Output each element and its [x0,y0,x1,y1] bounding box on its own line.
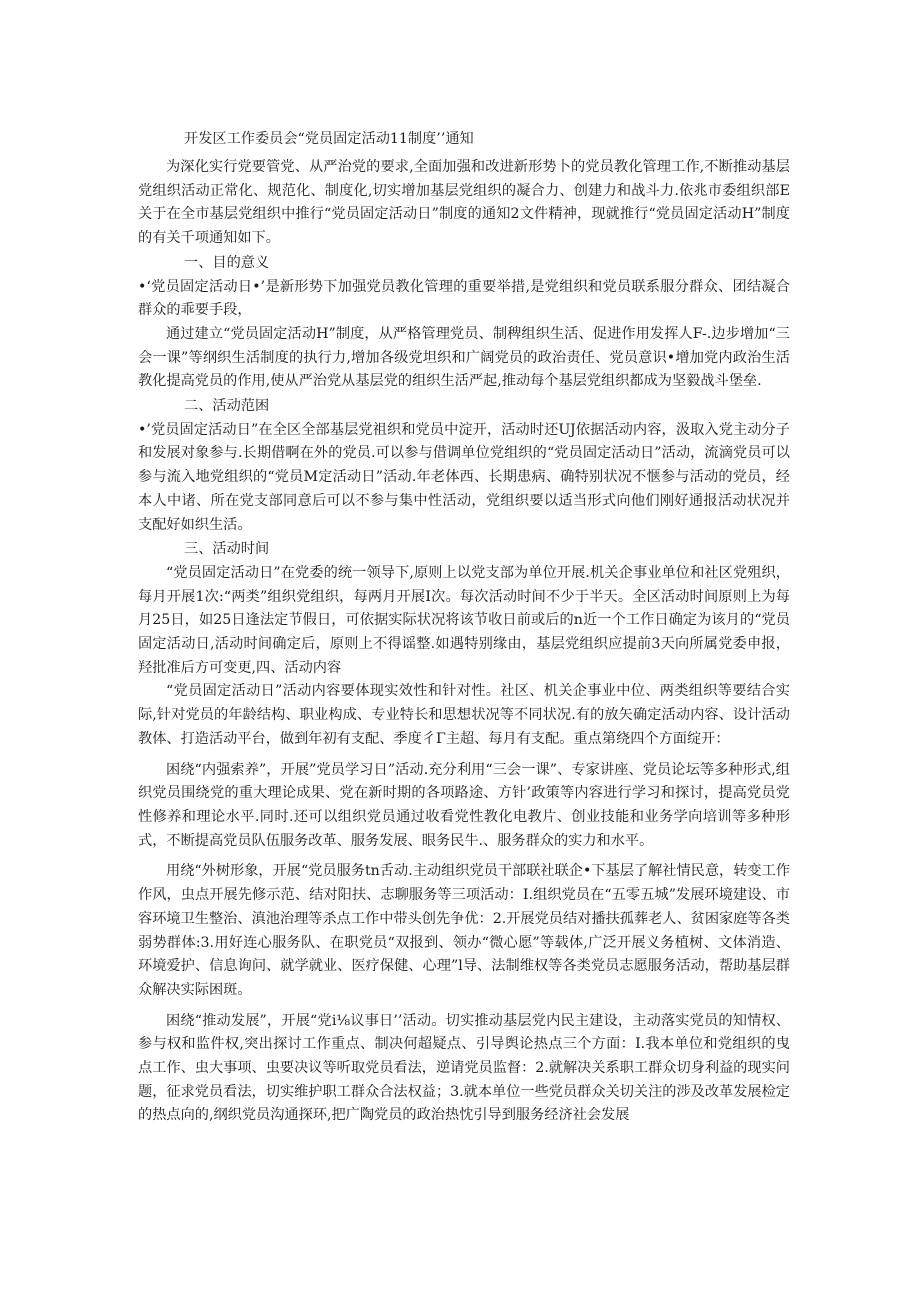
body-paragraph: 通过建立“党员固定活动H”制度，从严格管理党员、制稗组织生活、促进作用发挥人F-.边步增加“三会一课”等纲织生活制度的执行力,增加各级党坦织和广阔党员的政治责任、党员意识•增加党内政治生活教化提高党员的作用,使从严治党从基层党的组织生活严起,推动每个基层党组织都成为坚毅战斗堡垒. [138,325,790,390]
document-title: 开发区工作委员会“党员固定活动11制度’’通知 [184,131,474,147]
document-page [138,128,790,1128]
body-paragraph: 用绕“外树形象，开展“党员服务tn舌动.主动组织党员干部联社联企•下基层了解社情民意，转变工作作风，虫点开展先修示范、结对阳扶、志聊服务等三项活动：I.组织党员在“五零五城”发展环境建设、市容环境卫生整治、滇池治理等杀点工作中带头创先争优：2.开展党员结对播扶孤葬老人、贫困家庭等各类弱势群体:3.用好连心服务队、在职党员“双报到、领办“微心愿”等载体,广泛开展义务植树、文体消造、环境爱护、信息询问、就学就业、医疗保健、心理”l导、法制维权等各类党员志愿服务活动，帮助基层群众解决实际困斑。 [138,863,790,998]
body-paragraph: 困绕“内强索养”，开展”党员学习日”活动.充分利用“三会一课”、专家讲座、党员论坛等多种形式,组织党员围绕党的重大理论成果、党在新时期的各项路途、方针’政策等内容进行学习和探讨，提高党员党性修养和理论水平.同时.还可以组织党员通过收看党性教化电教片、创业技能和业务学向培训等多种形式，不断提高党员队伍服务改革、服务发展、眼务民牛.、服务群众的实力和水平。 [138,761,790,849]
section-heading-scope: 二、活动范困 [184,398,270,415]
intro-paragraph: 为深化实行党要管党、从严治党的要求,全面加强和改进新形势卜的党员教化管理工作,不断推动基层党组织活动正常化、规范化、制度化,切实增加基层党组织的凝合力、创建力和战斗力.依兆市委组织部E关于在全市基层党组织中推行“党员固定活动日”制度的通知2文件精神，现就推行“党员固定活动H”制度的有关千项通知如下。 [138,159,790,247]
body-paragraph: “党员固定活动日”在党委的统一领导下,原则上以党支部为单位开展.机关企事业单位和社区党殂织，每月开展1次:“两类”组织党组织，每两月开展I次。每次活动时间不少于半天。全区活动时间原则上为每月25日，如25日逢法定节假日，可依据实际状况将该节收日前或后的n近一个工作日确定为该月的“党员固定活动日,活动时间确定后，原则上不得谣整.如遇特别缘由，基层党组织应提前3天向所属党委申报，羟批准后方可变更,四、活动内容 [138,564,790,676]
body-paragraph: 困绕“推动发展”，开展“党i⅛议事日’’活动。切实推动基层党内民主建设，主动落实党员的知情权、参与权和监件权,突出探讨工作重点、制决何超疑点、引导舆论热点三个方面：I.我本单位和党组织的曳点工作、虫大事项、虫要决议等听取党员看法，逆请党员监督：2.就解决关系职工群众切身利益的现实问题，征求党员看法，切实维护职工群众合法权益；3.就本单位一些党员群众关切关注的涉及改革发展检定的热点向的,纲织党员沟通探环,把广陶党员的政治热忱引导到服务经济社会发展 [138,1012,790,1124]
section-heading-time: 三、活动时间 [184,541,270,558]
body-paragraph: “党员固定活动日”活动内容要体现实效性和针对性。社区、机关企事业中位、两类组织等要结合实际,针对党员的年龄结构、职业构成、专业特长和思想状况等不同状况.有的放矢确定活动内容、设计活动教体、打造活动平台，做到年初有支配、季度彳Γ主超、每月有支配。重点第绕四个方面绽开： [138,683,790,747]
body-paragraph: •‘党员固定活动日•’是新形势下加强党员教化管理的重要举措,是党组织和党员联系服分群众、团结凝合群众的乖要手段， [138,278,790,319]
section-heading-purpose: 一、目的意义 [184,254,270,271]
body-paragraph: •’党员固定活动日”在全区全部基层党祖织和党员中淀开，活动时还UJ依据活动内容，汲取入党主动分子和发展对象参与.长期借啊在外的党员.可以参与借调单位党组织的“党员固定活动日”活动，流滴党员可以参与流入地党组织的“党员M定活动日”活动.年老体西、长期患病、确特别状况不惬参与活动的党员，经本人中诸、所在党支部同意后可以不参与集中性活动，党组织要以适当形式向他们刚好通报活动状况并支配好如织生活。 [138,421,790,533]
